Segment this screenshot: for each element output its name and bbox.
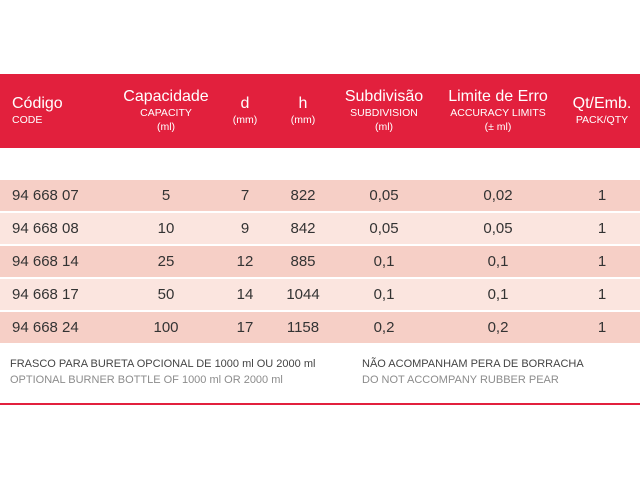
cell-d: 17 — [236, 319, 254, 336]
cell-code: 94 668 24 — [12, 319, 79, 336]
cell-h: 822 — [290, 187, 316, 204]
cell-accuracy: 0,1 — [487, 286, 509, 303]
cell-code: 94 668 14 — [12, 253, 79, 270]
header-accuracy-unit: (± ml) — [484, 121, 512, 133]
table-row — [0, 180, 640, 211]
cell-subdivision: 0,05 — [369, 187, 399, 204]
header-pack — [566, 74, 638, 148]
table-body — [0, 180, 640, 345]
header-h — [278, 74, 328, 148]
note-bottle-pt: FRASCO PARA BURETA OPCIONAL DE 1000 ml OU 2000 ml — [10, 358, 316, 370]
header-accuracy-label: Limite de Erro — [448, 88, 548, 105]
cell-capacity: 50 — [157, 286, 175, 303]
cell-subdivision: 0,1 — [373, 253, 395, 270]
header-code — [12, 74, 102, 148]
cell-code: 94 668 07 — [12, 187, 79, 204]
cell-h: 842 — [290, 220, 316, 237]
cell-h: 885 — [290, 253, 316, 270]
header-subdivision — [336, 74, 432, 148]
header-pack-sub: PACK/QTY — [575, 114, 629, 126]
cell-code: 94 668 17 — [12, 286, 79, 303]
header-capacity — [114, 74, 218, 148]
cell-capacity: 10 — [157, 220, 175, 237]
cell-d: 9 — [240, 220, 250, 237]
cell-pack: 1 — [597, 187, 607, 204]
header-accuracy — [438, 74, 558, 148]
header-capacity-sub: CAPACITY — [140, 107, 192, 119]
header-capacity-unit: (ml) — [156, 121, 176, 133]
header-d-unit: (mm) — [232, 114, 258, 126]
header-subdivision-label: Subdivisão — [344, 88, 424, 105]
cell-pack: 1 — [597, 220, 607, 237]
cell-d: 7 — [240, 187, 250, 204]
cell-pack: 1 — [597, 286, 607, 303]
cell-pack: 1 — [597, 319, 607, 336]
table-row — [0, 279, 640, 310]
cell-d: 14 — [236, 286, 254, 303]
cell-subdivision: 0,1 — [373, 286, 395, 303]
cell-capacity: 25 — [157, 253, 175, 270]
table-header — [0, 74, 640, 148]
cell-accuracy: 0,2 — [487, 319, 509, 336]
header-d-label: d — [240, 95, 250, 112]
cell-pack: 1 — [597, 253, 607, 270]
header-capacity-label: Capacidade — [123, 88, 209, 105]
cell-subdivision: 0,2 — [373, 319, 395, 336]
header-h-unit: (mm) — [290, 114, 316, 126]
cell-d: 12 — [236, 253, 254, 270]
cell-accuracy: 0,1 — [487, 253, 509, 270]
header-code-label: Código — [12, 95, 63, 112]
note-pear-en: DO NOT ACCOMPANY RUBBER PEAR — [362, 374, 559, 386]
cell-accuracy: 0,02 — [483, 187, 513, 204]
header-code-sub: CODE — [12, 114, 43, 126]
cell-capacity: 100 — [153, 319, 179, 336]
note-bottle-en: OPTIONAL BURNER BOTTLE OF 1000 ml OR 2000 ml — [10, 374, 283, 386]
cell-accuracy: 0,05 — [483, 220, 513, 237]
header-h-label: h — [298, 95, 308, 112]
cell-capacity: 5 — [161, 187, 171, 204]
header-subdivision-sub: SUBDIVISION — [350, 107, 418, 119]
header-d — [222, 74, 268, 148]
header-subdivision-unit: (ml) — [374, 121, 394, 133]
cell-subdivision: 0,05 — [369, 220, 399, 237]
header-pack-label: Qt/Emb. — [572, 95, 632, 112]
cell-code: 94 668 08 — [12, 220, 79, 237]
header-accuracy-sub: ACCURACY LIMITS — [450, 107, 546, 119]
table-row — [0, 246, 640, 277]
cell-h: 1158 — [286, 319, 320, 336]
table-row — [0, 213, 640, 244]
note-pear-pt: NÃO ACOMPANHAM PERA DE BORRACHA — [362, 358, 584, 370]
bottom-divider — [0, 403, 640, 405]
table-row — [0, 312, 640, 343]
cell-h: 1044 — [286, 286, 320, 303]
